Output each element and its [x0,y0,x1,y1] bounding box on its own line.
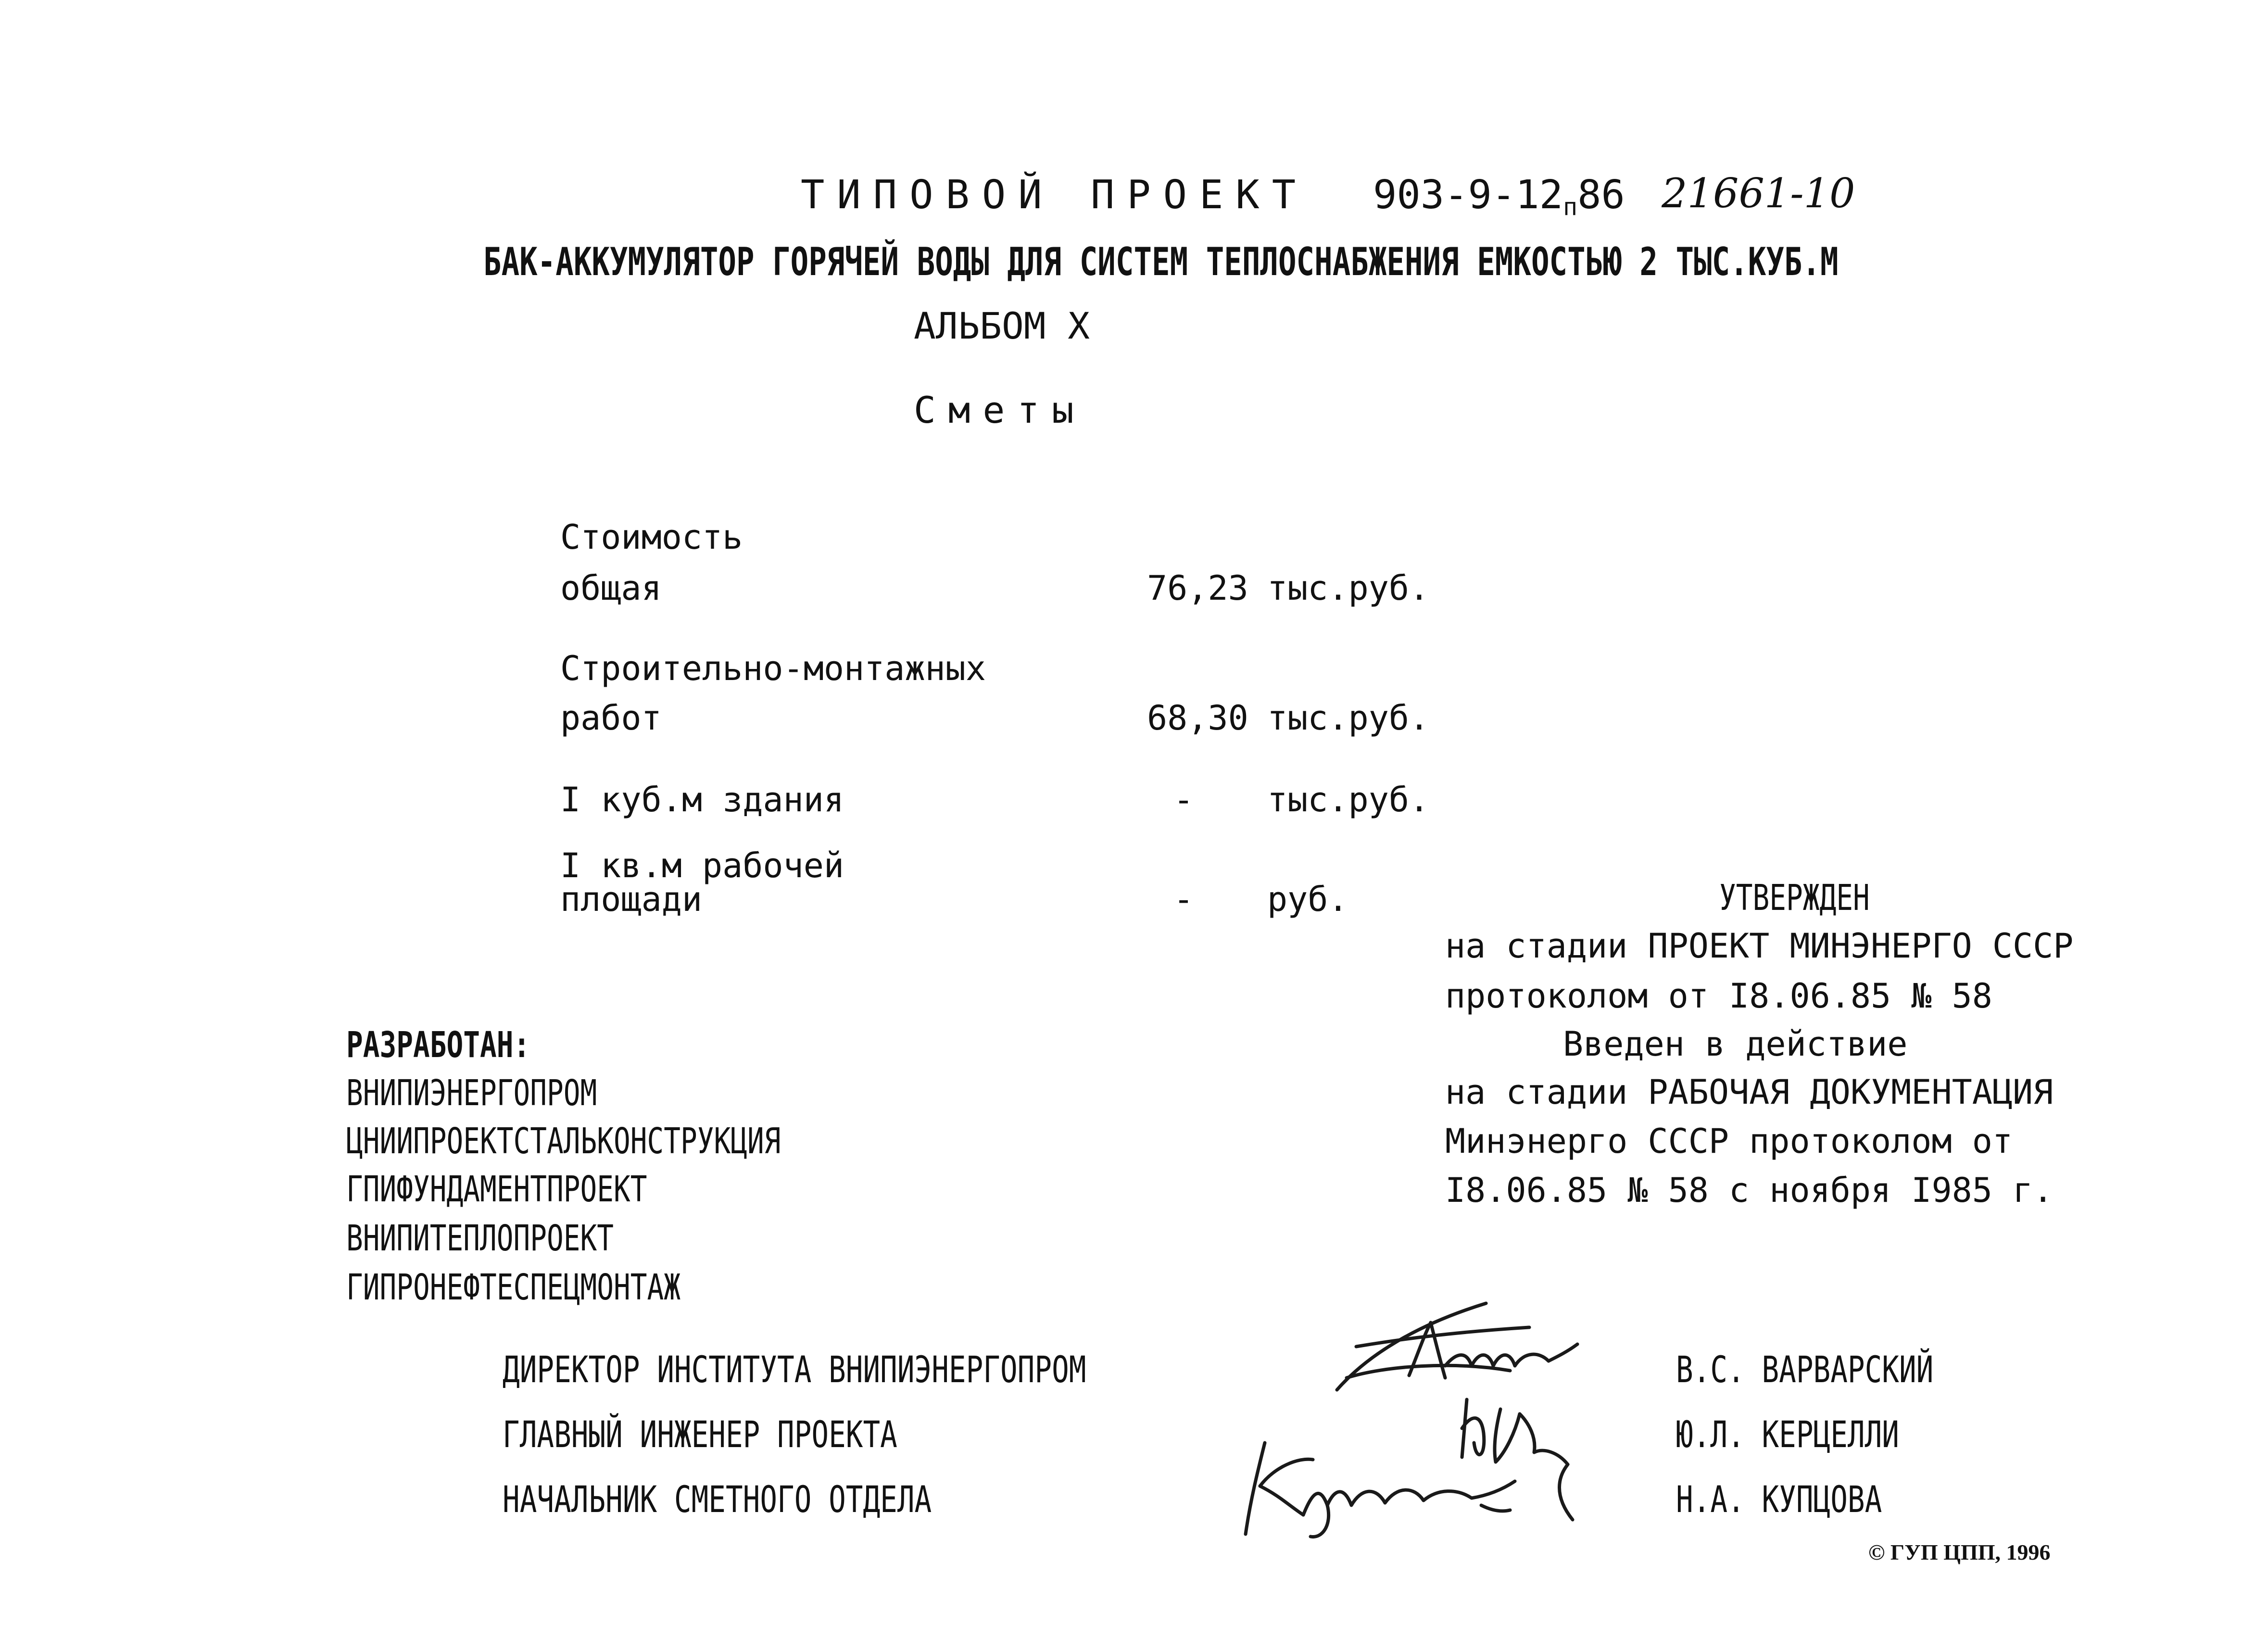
approval-line: Введен в действие [1563,1024,1908,1064]
cost-label-line2: общая [560,568,662,608]
signature-estimates-head [1231,1433,1529,1544]
developer-org: ГИПРОНЕФТЕСПЕЦМОНТАЖ [346,1267,681,1308]
approval-line: Минэнерго СССР протоколом от [1445,1122,2013,1161]
project-code-sub: п [1562,193,1578,221]
signatory-name: Н.А. КУПЦОВА [1676,1478,1882,1521]
cost-label-line2: площади [560,880,703,919]
cost-unit: тыс.руб. [1267,698,1430,738]
approval-line: I8.06.85 № 58 с ноября I985 г. [1445,1171,2054,1210]
section-title: Сметы [914,389,1086,431]
cost-label-line2: I куб.м здания [560,780,844,819]
handwritten-number: 21661-10 [1662,170,1855,217]
cost-label-line1: Строительно-монтажных [560,649,986,688]
doc-type: ТИПОВОЙ ПРОЕКТ [801,172,1309,218]
signatory-name: В.С. ВАРВАРСКИЙ [1676,1348,1934,1391]
signatory-name: Ю.Л. КЕРЦЕЛЛИ [1676,1413,1899,1456]
developer-org: ВНИПИЭНЕРГОПРОМ [346,1072,597,1114]
cost-label-line1: Стоимость [560,517,743,557]
cost-value: - [1173,780,1194,819]
cost-value: 76,23 [1147,568,1248,608]
copyright-notice: © ГУП ЦПП, 1996 [1868,1540,2051,1564]
cost-unit: руб. [1267,880,1348,919]
project-title: БАК-АККУМУЛЯТОР ГОРЯЧЕЙ ВОДЫ ДЛЯ СИСТЕМ ТЕПЛОСНАБЖЕНИЯ ЕМКОСТЬЮ 2 ТЫС.КУБ.М [483,239,1839,284]
project-code-year: 86 [1577,172,1625,218]
signatory-position: НАЧАЛЬНИК СМЕТНОГО ОТДЕЛА [503,1478,932,1521]
project-code-main: 903-9-12 [1373,172,1563,218]
approval-line: на стадии РАБОЧАЯ ДОКУМЕНТАЦИЯ [1445,1072,2054,1112]
cost-unit: тыс.руб. [1267,568,1430,608]
approval-heading: УТВЕРЖДЕН [1719,877,1870,919]
cost-label-line2: работ [560,698,662,738]
developers-heading: РАЗРАБОТАН: [346,1024,530,1066]
project-code [1373,172,1625,221]
developer-org: ЦНИИПРОЕКТСТАЛЬКОНСТРУКЦИЯ [346,1121,781,1162]
developer-org: ГПИФУНДАМЕНТПРОЕКТ [346,1169,647,1210]
signatory-position: ДИРЕКТОР ИНСТИТУТА ВНИПИЭНЕРГОПРОМ [503,1348,1086,1391]
cost-value: - [1173,880,1194,919]
developer-org: ВНИПИТЕПЛОПРОЕКТ [346,1218,614,1259]
approval-line: на стадии ПРОЕКТ МИНЭНЕРГО СССР [1445,926,2074,966]
cost-value: 68,30 [1147,698,1248,738]
cost-label-line1: I кв.м рабочей [560,846,844,885]
approval-line: протоколом от I8.06.85 № 58 [1445,976,1992,1016]
album-label: АЛЬБОМ X [914,304,1090,347]
signatory-position: ГЛАВНЫЙ ИНЖЕНЕР ПРОЕКТА [503,1413,897,1456]
cost-unit: тыс.руб. [1267,780,1430,819]
